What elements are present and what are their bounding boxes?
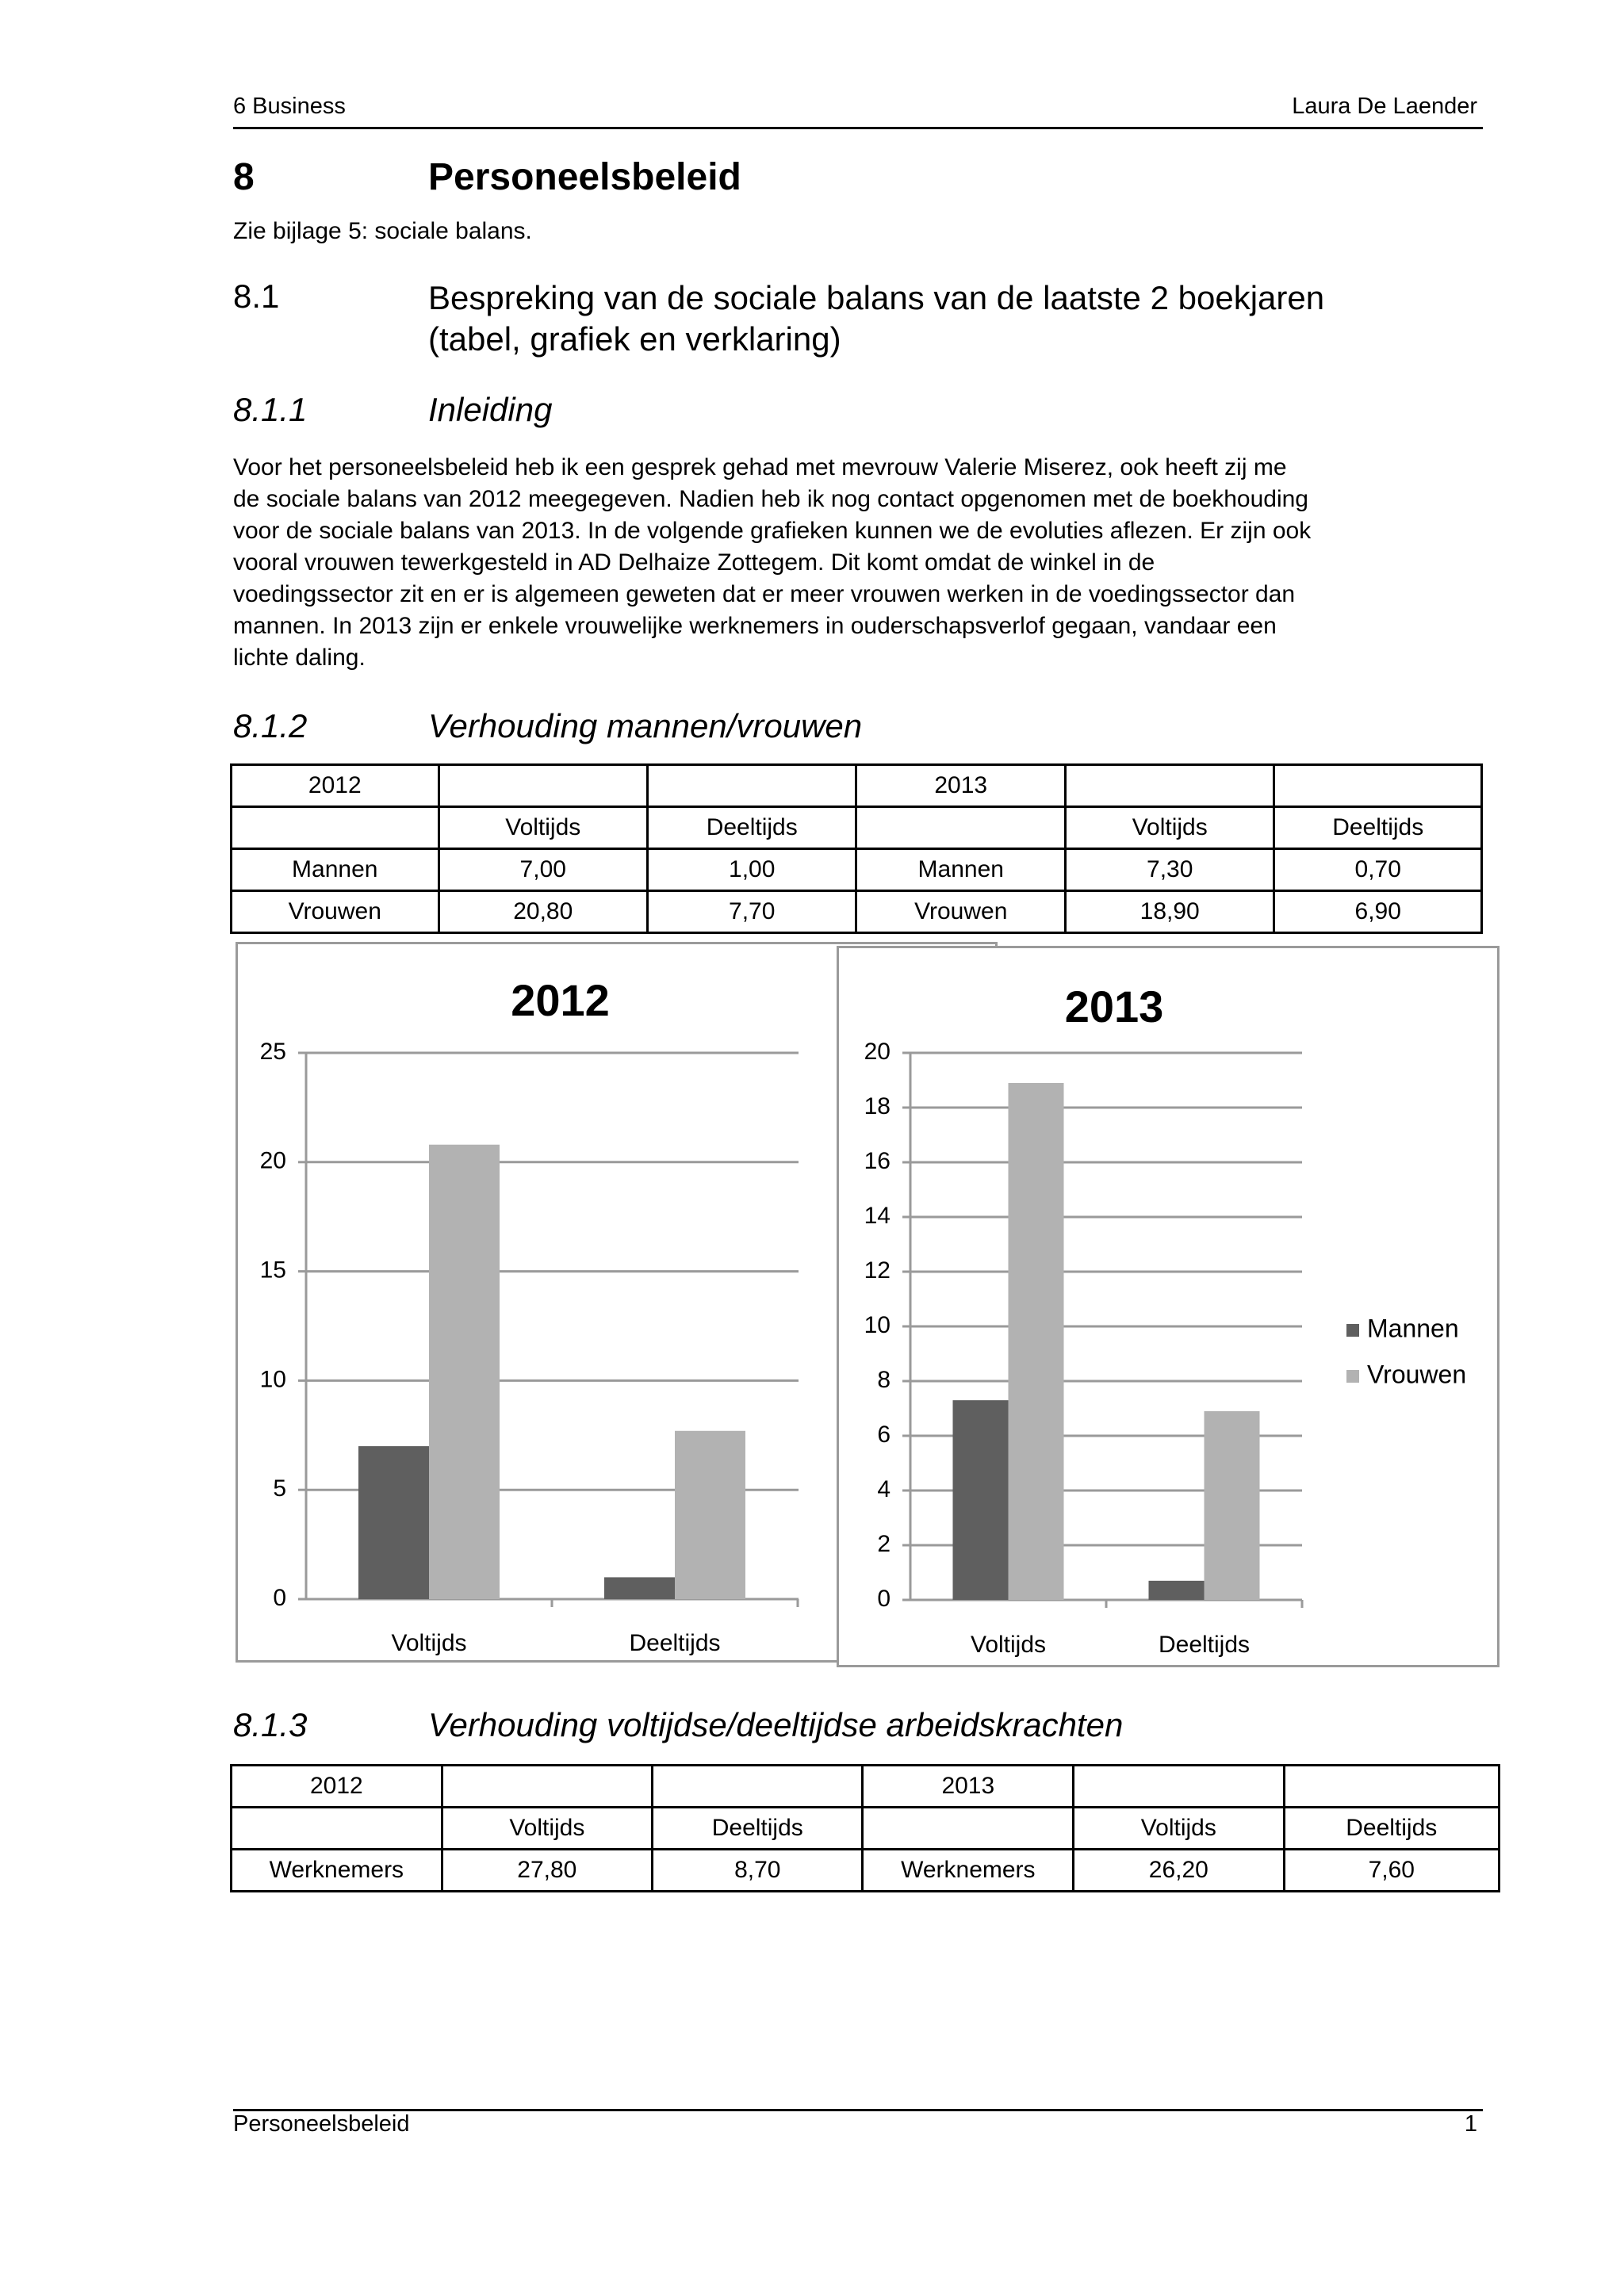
section-8-1-title [428,277,1459,360]
table-row [232,1850,1500,1892]
legend-label-vrouwen: Vrouwen [1367,1360,1467,1389]
y-tick-label: 8 [877,1366,891,1393]
y-tick-label: 4 [877,1475,891,1502]
section-8-intro: Zie bijlage 5: sociale balans. [233,218,532,244]
paragraph-line: de sociale balans van 2012 meegegeven. Nadien heb ik nog contact opgenomen met de boekhouding [233,486,1308,512]
table-cell: 2013 [863,1766,1074,1808]
x-category-label: Voltijds [970,1631,1047,1658]
paragraph-line: lichte daling. [233,645,366,671]
bar-vrouwen-voltijds [1009,1083,1064,1600]
section-8-title: Personeelsbeleid [428,156,741,198]
table-cell: 0,70 [1274,849,1482,891]
y-tick-label: 10 [259,1366,286,1393]
section-8-1-title-line1: Bespreking van de sociale balans van de laatste 2 boekjaren [428,279,1325,316]
table-cell: Vrouwen [856,891,1066,933]
y-tick-label: 20 [864,1038,891,1065]
table-cell [856,807,1066,849]
y-tick-label: 15 [259,1257,286,1284]
page-number: 1 [1464,2111,1477,2137]
x-category-label: Voltijds [391,1629,467,1656]
paragraph-line: vooral vrouwen tewerkgesteld in AD Delhaize Zottegem. Dit komt omdat de winkel in de [233,549,1155,576]
chart-title: 2012 [511,974,610,1025]
table-row [232,849,1482,891]
table-cell: 6,90 [1274,891,1482,933]
table-row [232,807,1482,849]
table-cell: 2012 [232,765,439,807]
y-tick-label: 12 [864,1257,891,1284]
section-8-1-2-number: 8.1.2 [233,707,308,744]
x-category-label: Deeltijds [1158,1631,1251,1658]
table-cell: 26,20 [1074,1850,1284,1892]
bar-mannen-voltijds [953,1400,1009,1600]
chart-2013-frame [837,946,1500,1667]
paragraph-line: mannen. In 2013 zijn er enkele vrouwelijke werknemers in ouderschapsverlof gegaan, vandaar een [233,613,1277,639]
table-cell: 7,00 [439,849,647,891]
table-cell: Vrouwen [232,891,439,933]
table-cell [1284,1766,1499,1808]
table-cell [1074,1766,1284,1808]
x-category-label: Deeltijds [629,1629,721,1656]
chart-title: 2013 [1064,981,1164,1031]
y-tick-label: 0 [273,1584,286,1611]
table-cell: Deeltijds [1284,1808,1499,1850]
bar-mannen-deeltijds [604,1577,675,1599]
bar-vrouwen-deeltijds [1205,1411,1260,1600]
y-tick-label: 10 [864,1311,891,1338]
section-8-1-1-number: 8.1.1 [233,391,308,428]
y-tick-label: 2 [877,1530,891,1557]
table-cell [232,1808,442,1850]
table-cell: Werknemers [863,1850,1074,1892]
table-row [232,1808,1500,1850]
table-cell: 27,80 [442,1850,652,1892]
legend-swatch-mannen [1346,1324,1359,1337]
bar-vrouwen-voltijds [429,1145,500,1599]
fulltime-parttime-table [230,1764,1500,1892]
bar-vrouwen-deeltijds [675,1431,745,1599]
table-cell: 7,30 [1066,849,1274,891]
table-cell: Deeltijds [653,1808,863,1850]
y-tick-label: 6 [877,1421,891,1448]
section-8-number: 8 [233,156,255,198]
section-8-1-3-number: 8.1.3 [233,1706,308,1743]
table-cell: Deeltijds [647,807,856,849]
legend-swatch-vrouwen [1346,1370,1359,1383]
table-cell: Mannen [856,849,1066,891]
table-cell: Voltijds [1066,807,1274,849]
y-tick-label: 18 [864,1093,891,1119]
table-row [232,765,1482,807]
table-cell [647,765,856,807]
table-cell [1066,765,1274,807]
chart-2013 [839,948,1497,1665]
paragraph-line: voor de sociale balans van 2013. In de volgende grafieken kunnen we de evoluties aflezen. Er zijn ook [233,518,1312,544]
y-tick-label: 25 [259,1038,286,1065]
section-8-1-2-title: Verhouding mannen/vrouwen [428,707,863,744]
paragraph-line: voedingssector zit en er is algemeen geweten dat er meer vrouwen werken in de voedingssector dan [233,581,1296,607]
table-cell [653,1766,863,1808]
y-tick-label: 5 [273,1475,286,1502]
section-8-1-3-title: Verhouding voltijdse/deeltijdse arbeidskrachten [428,1706,1124,1743]
table-cell: 2013 [856,765,1066,807]
footer-rule [233,2109,1483,2111]
table-cell [863,1808,1074,1850]
table-cell: Voltijds [1074,1808,1284,1850]
table-cell: Voltijds [439,807,647,849]
table-cell [232,807,439,849]
table-cell: Deeltijds [1274,807,1482,849]
table-cell: 7,70 [647,891,856,933]
paragraph-line: Voor het personeelsbeleid heb ik een gesprek gehad met mevrouw Valerie Miserez, ook heeft zij me [233,454,1287,480]
y-tick-label: 0 [877,1585,891,1612]
header-right: Laura De Laender [1292,94,1477,119]
gender-table [230,763,1483,934]
table-row [232,1766,1500,1808]
legend-label-mannen: Mannen [1367,1314,1459,1343]
table-cell: Voltijds [442,1808,652,1850]
table-cell: Werknemers [232,1850,442,1892]
bar-mannen-deeltijds [1149,1581,1205,1600]
section-8-1-number: 8.1 [233,277,280,315]
intro-paragraph [233,452,1502,674]
y-tick-label: 14 [864,1202,891,1229]
header-rule [233,127,1483,129]
table-row [232,891,1482,933]
table-cell [439,765,647,807]
section-8-1-title-line2: (tabel, grafiek en verklaring) [428,320,841,358]
header-left: 6 Business [233,94,346,119]
table-cell [1274,765,1482,807]
table-cell: 8,70 [653,1850,863,1892]
table-cell: 18,90 [1066,891,1274,933]
table-cell [442,1766,652,1808]
table-cell: 2012 [232,1766,442,1808]
footer-left: Personeelsbeleid [233,2111,410,2137]
table-cell: 1,00 [647,849,856,891]
y-tick-label: 16 [864,1147,891,1174]
bar-mannen-voltijds [358,1446,429,1599]
table-cell: 20,80 [439,891,647,933]
y-tick-label: 20 [259,1147,286,1174]
table-cell: 7,60 [1284,1850,1499,1892]
table-cell: Mannen [232,849,439,891]
section-8-1-1-title: Inleiding [428,391,553,428]
